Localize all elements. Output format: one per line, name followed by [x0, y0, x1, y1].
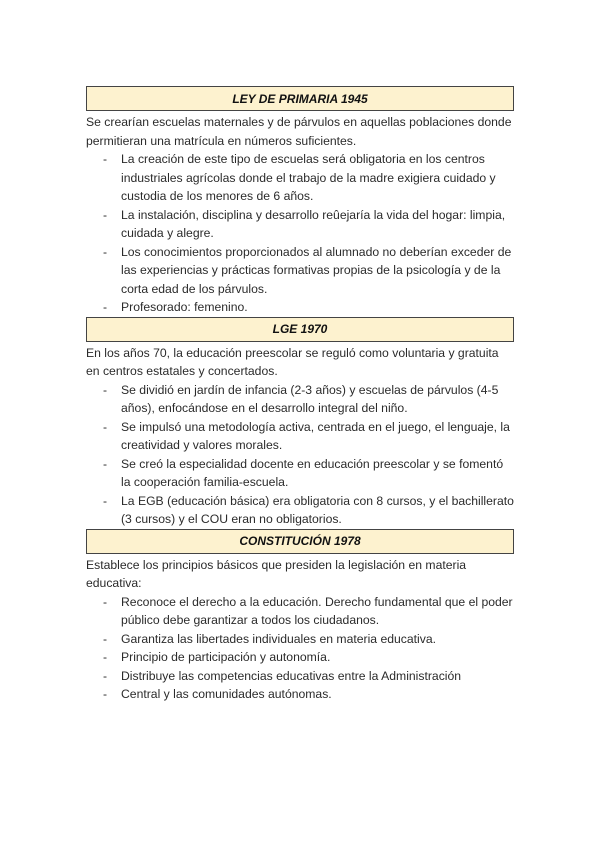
list-item: - Distribuye las competencias educativas entre la Administración — [86, 667, 514, 686]
bullet-list — [86, 593, 514, 704]
section-intro: Establece los principios básicos que presiden la legislación en materia educativa: — [86, 557, 467, 590]
list-item: - Se creó la especialidad docente en educación preescolar y se fomentó la cooperación familia-escuela. — [86, 455, 514, 492]
list-item: - Los conocimientos proporcionados al alumnado no deberían exceder de las experiencias y prácticas formativas propias de la psicología y de la corta edad de los párvulos. — [86, 243, 514, 299]
section-ley-primaria-1945 — [86, 86, 514, 317]
bullet-list — [86, 381, 514, 529]
section-title: LEY DE PRIMARIA 1945 — [86, 86, 514, 111]
list-item: - Central y las comunidades autónomas. — [86, 685, 514, 704]
list-item: - La EGB (educación básica) era obligatoria con 8 cursos, y el bachillerato (3 cursos) y el COU eran no obligatorios. — [86, 492, 514, 529]
section-constitucion-1978 — [86, 529, 514, 704]
section-title: LGE 1970 — [86, 317, 514, 342]
list-item: - Se dividió en jardín de infancia (2-3 años) y escuelas de párvulos (4-5 años), enfocándose en el desarrollo integral del niño. — [86, 381, 514, 418]
list-item: - Reconoce el derecho a la educación. Derecho fundamental que el poder público debe garantizar a todos los ciudadanos. — [86, 593, 514, 630]
list-item: - Principio de participación y autonomía. — [86, 648, 514, 667]
document-page — [86, 86, 514, 704]
list-item: - Profesorado: femenino. — [86, 298, 514, 317]
section-lge-1970 — [86, 317, 514, 529]
bullet-list — [86, 150, 514, 317]
list-item: - La creación de este tipo de escuelas será obligatoria en los centros industriales agrícolas donde el trabajo de la madre exigiera cuidado y custodia de los menores de 6 años. — [86, 150, 514, 206]
list-item: - Garantiza las libertades individuales en materia educativa. — [86, 630, 514, 649]
section-title: CONSTITUCIÓN 1978 — [86, 529, 514, 554]
section-intro: Se crearían escuelas maternales y de párvulos en aquellas poblaciones donde permitieran una matrícula en números suficientes. — [86, 115, 512, 148]
list-item: - La instalación, disciplina y desarrollo reûejaría la vida del hogar: limpia, cuidada y alegre. — [86, 206, 514, 243]
list-item: - Se impulsó una metodología activa, centrada en el juego, el lenguaje, la creatividad y valores morales. — [86, 418, 514, 455]
section-intro: En los años 70, la educación preescolar se reguló como voluntaria y gratuita en centros estatales y concertados. — [86, 345, 499, 378]
